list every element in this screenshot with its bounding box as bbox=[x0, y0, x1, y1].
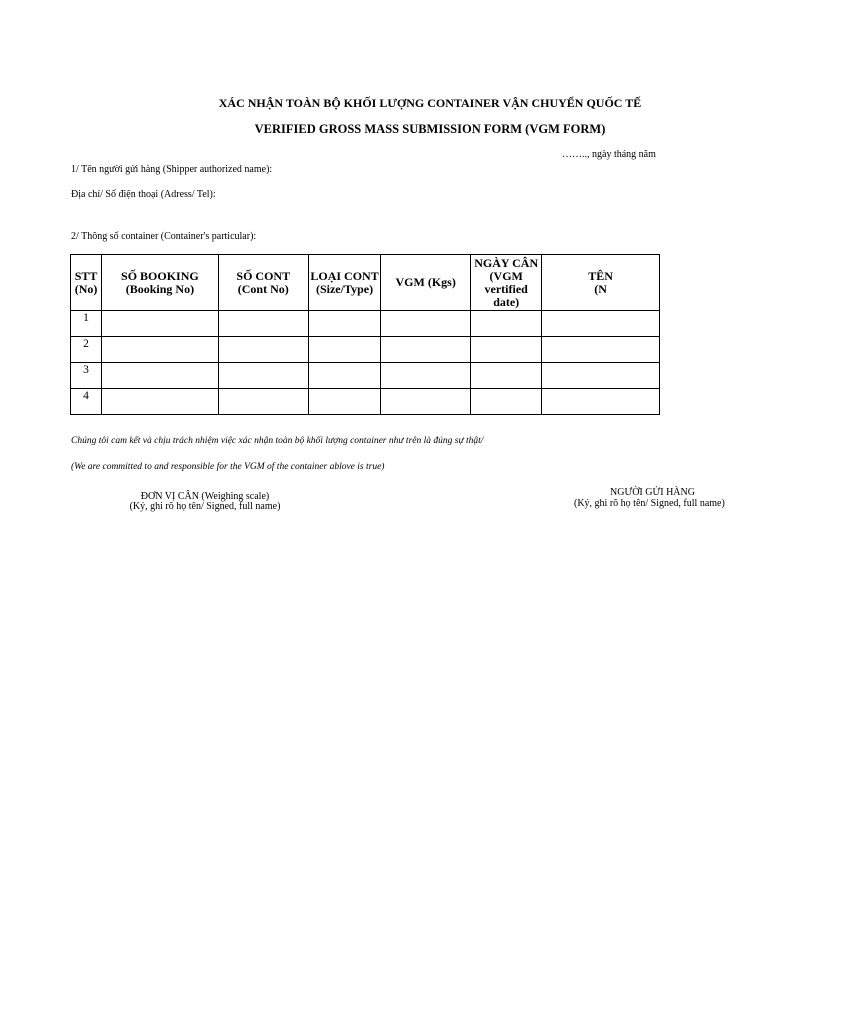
table-row bbox=[71, 337, 660, 363]
row-number: 2 bbox=[71, 337, 102, 363]
shipper-name-label: 1/ Tên người gửi hàng (Shipper authorized name): bbox=[71, 164, 273, 175]
size-type-cell[interactable] bbox=[308, 363, 380, 389]
column-header-size-type: LOẠI CONT (Size/Type) bbox=[308, 255, 380, 311]
address-label: Địa chỉ/ Số điện thoại (Adress/ Tel): bbox=[71, 189, 216, 200]
form-title-vn: XÁC NHẬN TOÀN BỘ KHỐI LƯỢNG CONTAINER VẬN CHUYỂN QUỐC TẾ bbox=[218, 96, 642, 110]
container-table bbox=[70, 254, 660, 415]
table-row bbox=[71, 389, 660, 415]
vgm-date-cell[interactable] bbox=[471, 337, 542, 363]
table-row bbox=[71, 363, 660, 389]
booking-no-cell[interactable] bbox=[102, 389, 219, 415]
column-header-vgm-kgs: VGM (Kgs) bbox=[381, 255, 471, 311]
column-header-booking-no: SỐ BOOKING (Booking No) bbox=[102, 255, 219, 311]
vgm-date-cell[interactable] bbox=[471, 363, 542, 389]
date-line: …….., ngày tháng năm bbox=[562, 149, 656, 160]
vgm-kgs-cell[interactable] bbox=[381, 311, 471, 337]
vgm-date-cell[interactable] bbox=[471, 311, 542, 337]
vgm-kgs-cell[interactable] bbox=[381, 337, 471, 363]
row-number: 4 bbox=[71, 389, 102, 415]
column-header-cont-no: SỐ CONT (Cont No) bbox=[218, 255, 308, 311]
form-title-en: VERIFIED GROSS MASS SUBMISSION FORM (VGM FORM) bbox=[254, 122, 606, 136]
booking-no-cell[interactable] bbox=[102, 337, 219, 363]
column-header-no: STT (No) bbox=[71, 255, 102, 311]
row-number: 1 bbox=[71, 311, 102, 337]
cont-no-cell[interactable] bbox=[218, 311, 308, 337]
table-row bbox=[71, 311, 660, 337]
vgm-kgs-cell[interactable] bbox=[381, 389, 471, 415]
table-header-row bbox=[71, 255, 660, 311]
cont-no-cell[interactable] bbox=[218, 363, 308, 389]
booking-no-cell[interactable] bbox=[102, 311, 219, 337]
booking-no-cell[interactable] bbox=[102, 363, 219, 389]
shipper-sign-note: (Ký, ghi rõ họ tên/ Signed, full name) bbox=[574, 498, 725, 509]
commitment-statement-en: (We are committed to and responsible for the VGM of the container ablove is true) bbox=[71, 462, 385, 472]
weighing-scale-sign-note: (Ký, ghi rõ họ tên/ Signed, full name) bbox=[129, 501, 281, 512]
name-cell[interactable] bbox=[542, 363, 660, 389]
name-cell[interactable] bbox=[542, 337, 660, 363]
vgm-kgs-cell[interactable] bbox=[381, 363, 471, 389]
container-particular-heading: 2/ Thông số container (Container's particular): bbox=[71, 231, 257, 242]
shipper-signature-title: NGƯỜI GỬI HÀNG bbox=[610, 487, 695, 498]
name-cell[interactable] bbox=[542, 389, 660, 415]
cont-no-cell[interactable] bbox=[218, 389, 308, 415]
column-header-name: TÊN (N bbox=[542, 255, 660, 311]
size-type-cell[interactable] bbox=[308, 337, 380, 363]
column-header-vgm-date: NGÀY CÂN (VGM vertified date) bbox=[471, 255, 542, 311]
row-number: 3 bbox=[71, 363, 102, 389]
cont-no-cell[interactable] bbox=[218, 337, 308, 363]
commitment-statement-vn: Chúng tôi cam kết và chịu trách nhiệm việc xác nhận toàn bộ khối lượng container như trên là đúng sự thật/ bbox=[71, 436, 484, 446]
size-type-cell[interactable] bbox=[308, 311, 380, 337]
name-cell[interactable] bbox=[542, 311, 660, 337]
vgm-date-cell[interactable] bbox=[471, 389, 542, 415]
size-type-cell[interactable] bbox=[308, 389, 380, 415]
weighing-scale-title: ĐƠN VỊ CÂN (Weighing scale) bbox=[140, 491, 270, 502]
